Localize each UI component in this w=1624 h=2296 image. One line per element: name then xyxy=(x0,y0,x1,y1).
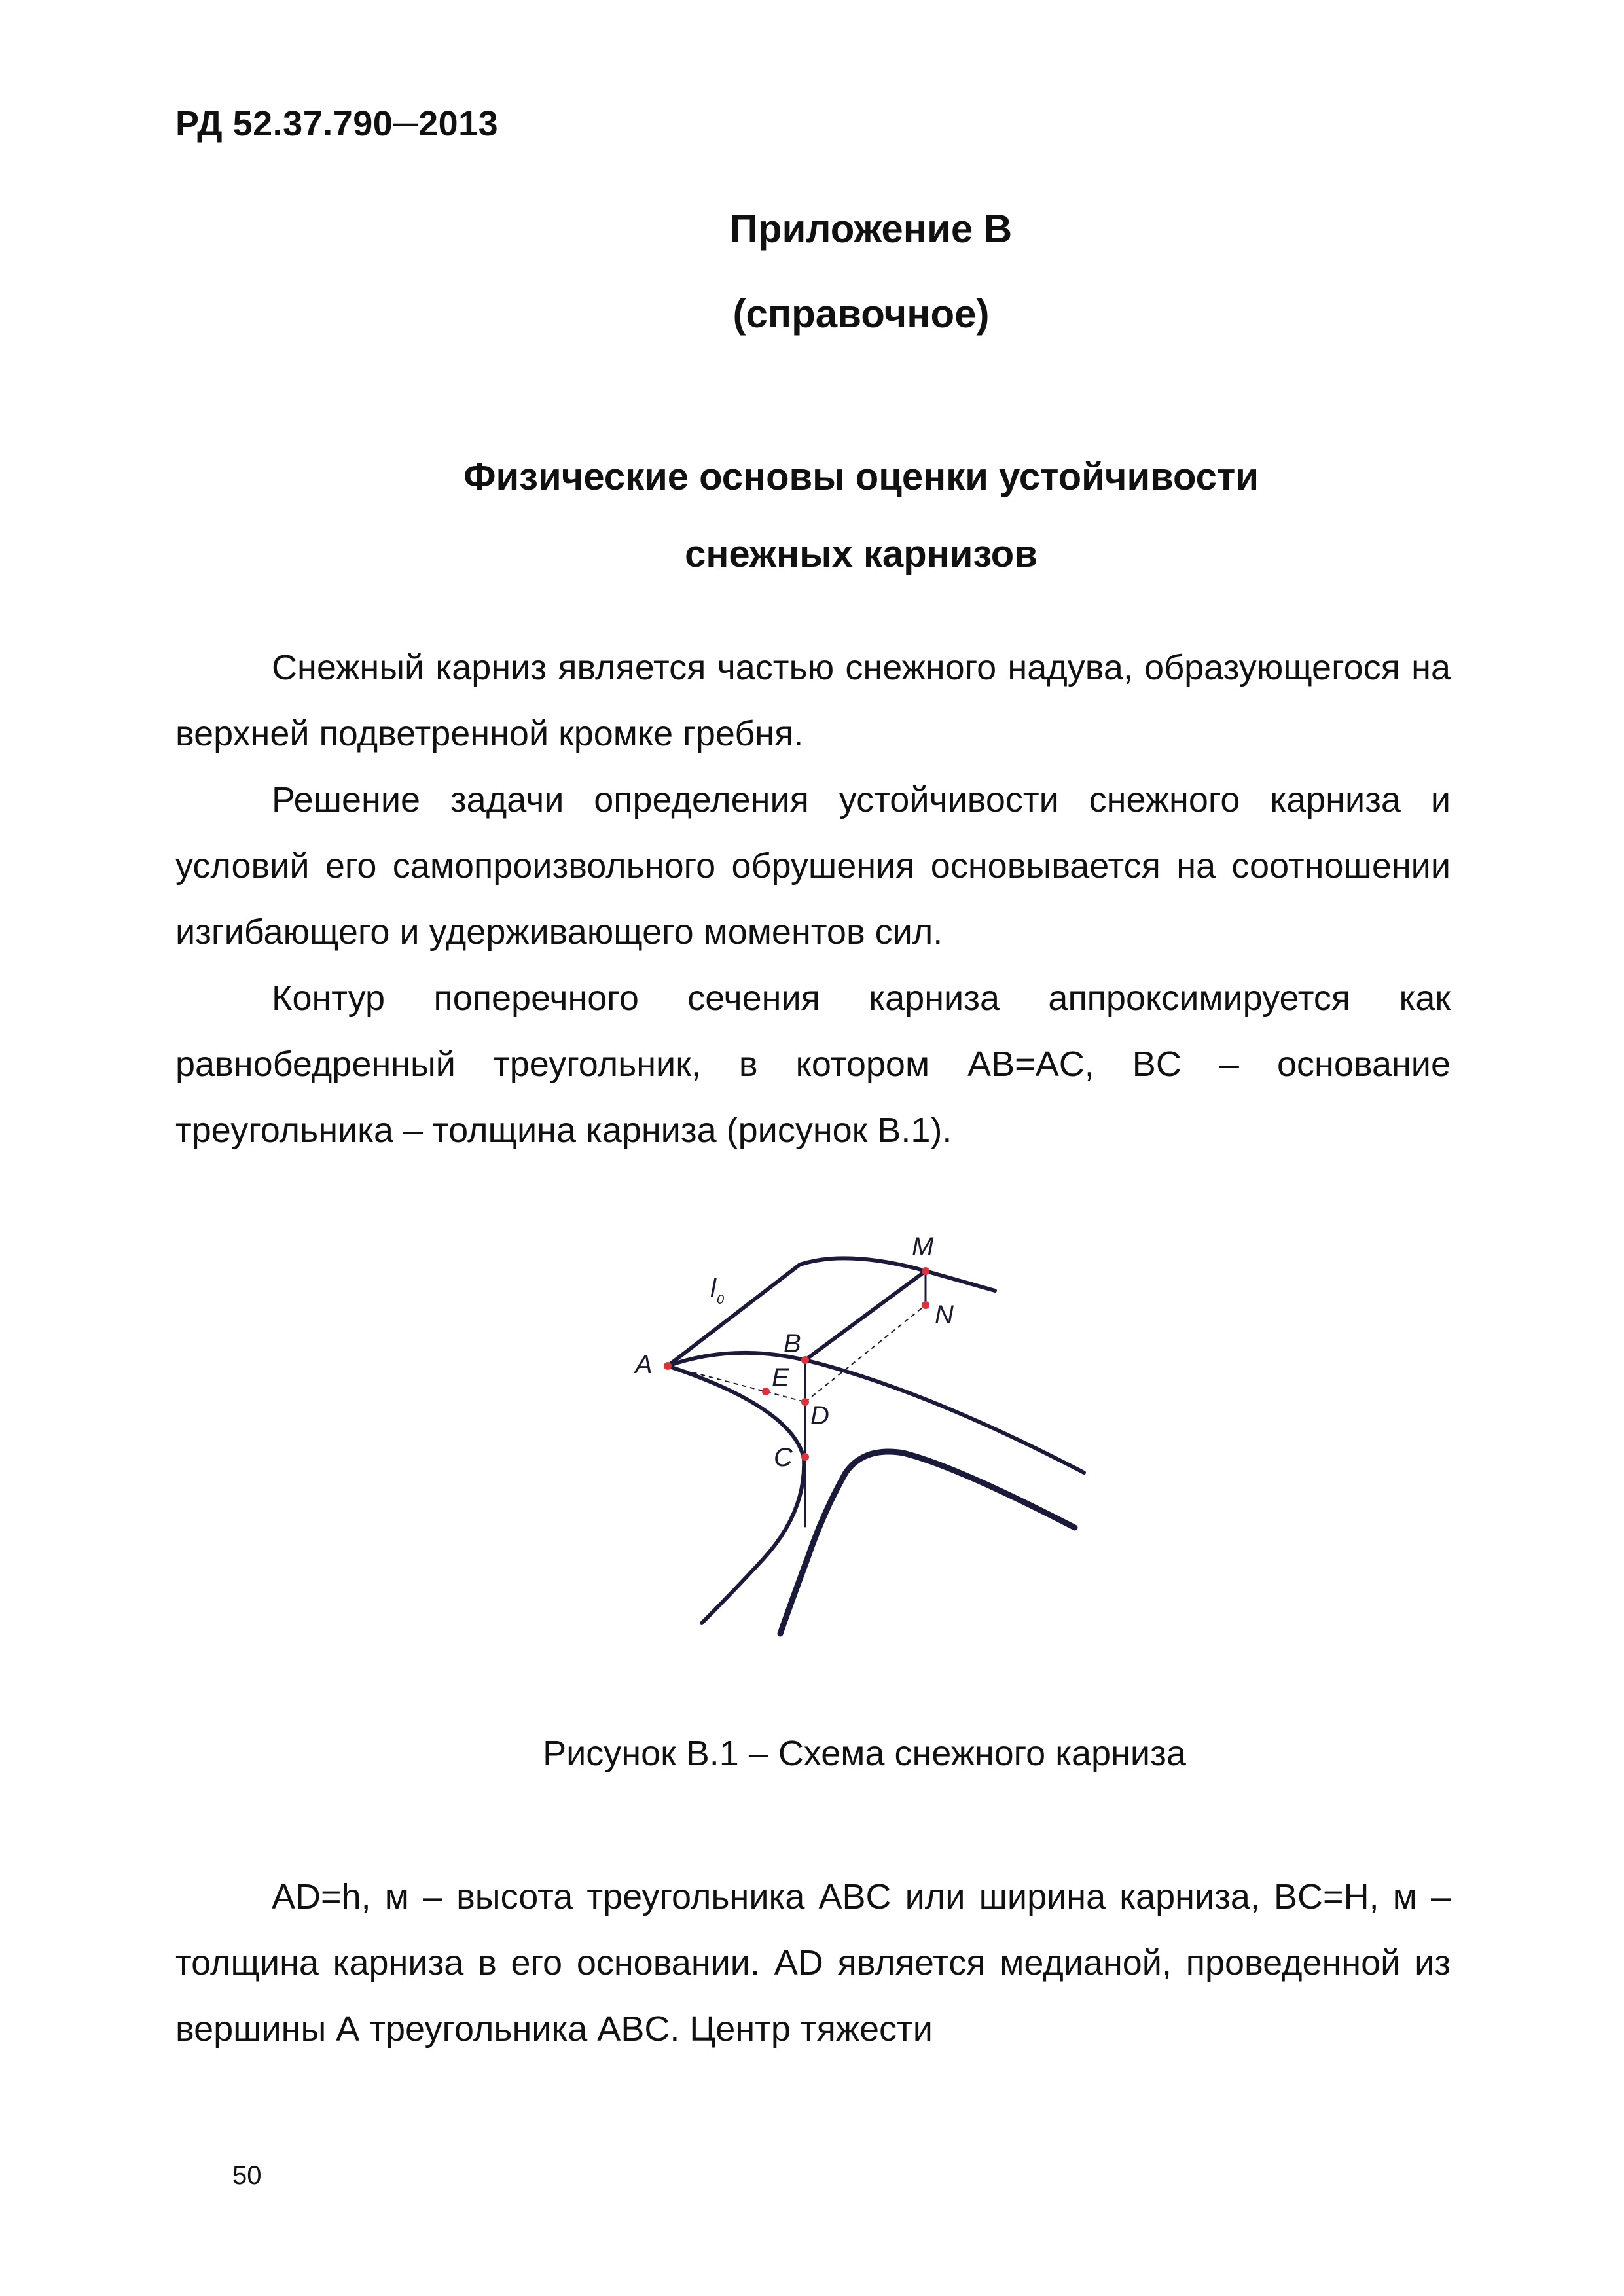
point-n xyxy=(922,1301,929,1309)
ridge-lower-curve xyxy=(780,1452,1075,1634)
paragraph: Контур поперечного сечения карниза аппроксимируется как равнобедренный треугольник, в котором AB=AC, BC – основание треугольника – толщина карниза (рисунок В.1). xyxy=(175,978,1451,1150)
section-title-line-2: снежных карнизов xyxy=(685,533,1038,575)
paragraph: Решение задачи определения устойчивости снежного карниза и условий его самопроизвольного обрушения основывается на соотношении изгибающего и удерживающего моментов сил. xyxy=(175,780,1451,952)
point-m xyxy=(922,1267,929,1275)
label-m: M xyxy=(912,1232,934,1261)
label-l0-subscript: 0 xyxy=(717,1293,725,1307)
body-text-top xyxy=(175,635,1451,1164)
point-b xyxy=(801,1356,809,1364)
label-b: B xyxy=(784,1329,801,1358)
label-n: N xyxy=(935,1300,954,1329)
point-a xyxy=(664,1362,672,1370)
dashed-d-n xyxy=(805,1305,926,1402)
appendix-type: (справочное) xyxy=(732,292,990,336)
paragraph: Снежный карниз является частью снежного надува, образующегося на верхней подветренной кромке гребня. xyxy=(175,648,1451,753)
cornice-diagram xyxy=(615,1217,1113,1662)
section-title-line-1: Физические основы оценки устойчивости xyxy=(463,456,1259,498)
appendix-title: Приложение В xyxy=(729,207,1013,251)
cornice-outer-curve xyxy=(668,1366,804,1623)
label-l0: l xyxy=(710,1274,716,1303)
label-d: D xyxy=(810,1401,829,1430)
page-number: 50 xyxy=(232,2161,262,2190)
label-e: E xyxy=(772,1363,789,1392)
cornice-diagram-svg xyxy=(615,1217,1113,1662)
point-c xyxy=(801,1453,809,1461)
point-e xyxy=(762,1388,770,1395)
section-title xyxy=(0,439,1624,593)
line-b-m xyxy=(805,1271,926,1360)
document-code: РД 52.37.790─2013 xyxy=(175,104,499,143)
point-d xyxy=(801,1398,809,1406)
label-a: A xyxy=(635,1350,653,1379)
label-c: C xyxy=(774,1443,793,1472)
paragraph: AD=h, м – высота треугольника ABC или ширина карниза, BC=H, м – толщина карниза в его основании. AD является медианой, проведенной из вершины А треугольника ABC. Центр тяжести xyxy=(175,1877,1451,2049)
body-text-bottom xyxy=(175,1864,1451,2062)
figure-caption: Рисунок В.1 – Схема снежного карниза xyxy=(543,1734,1186,1773)
